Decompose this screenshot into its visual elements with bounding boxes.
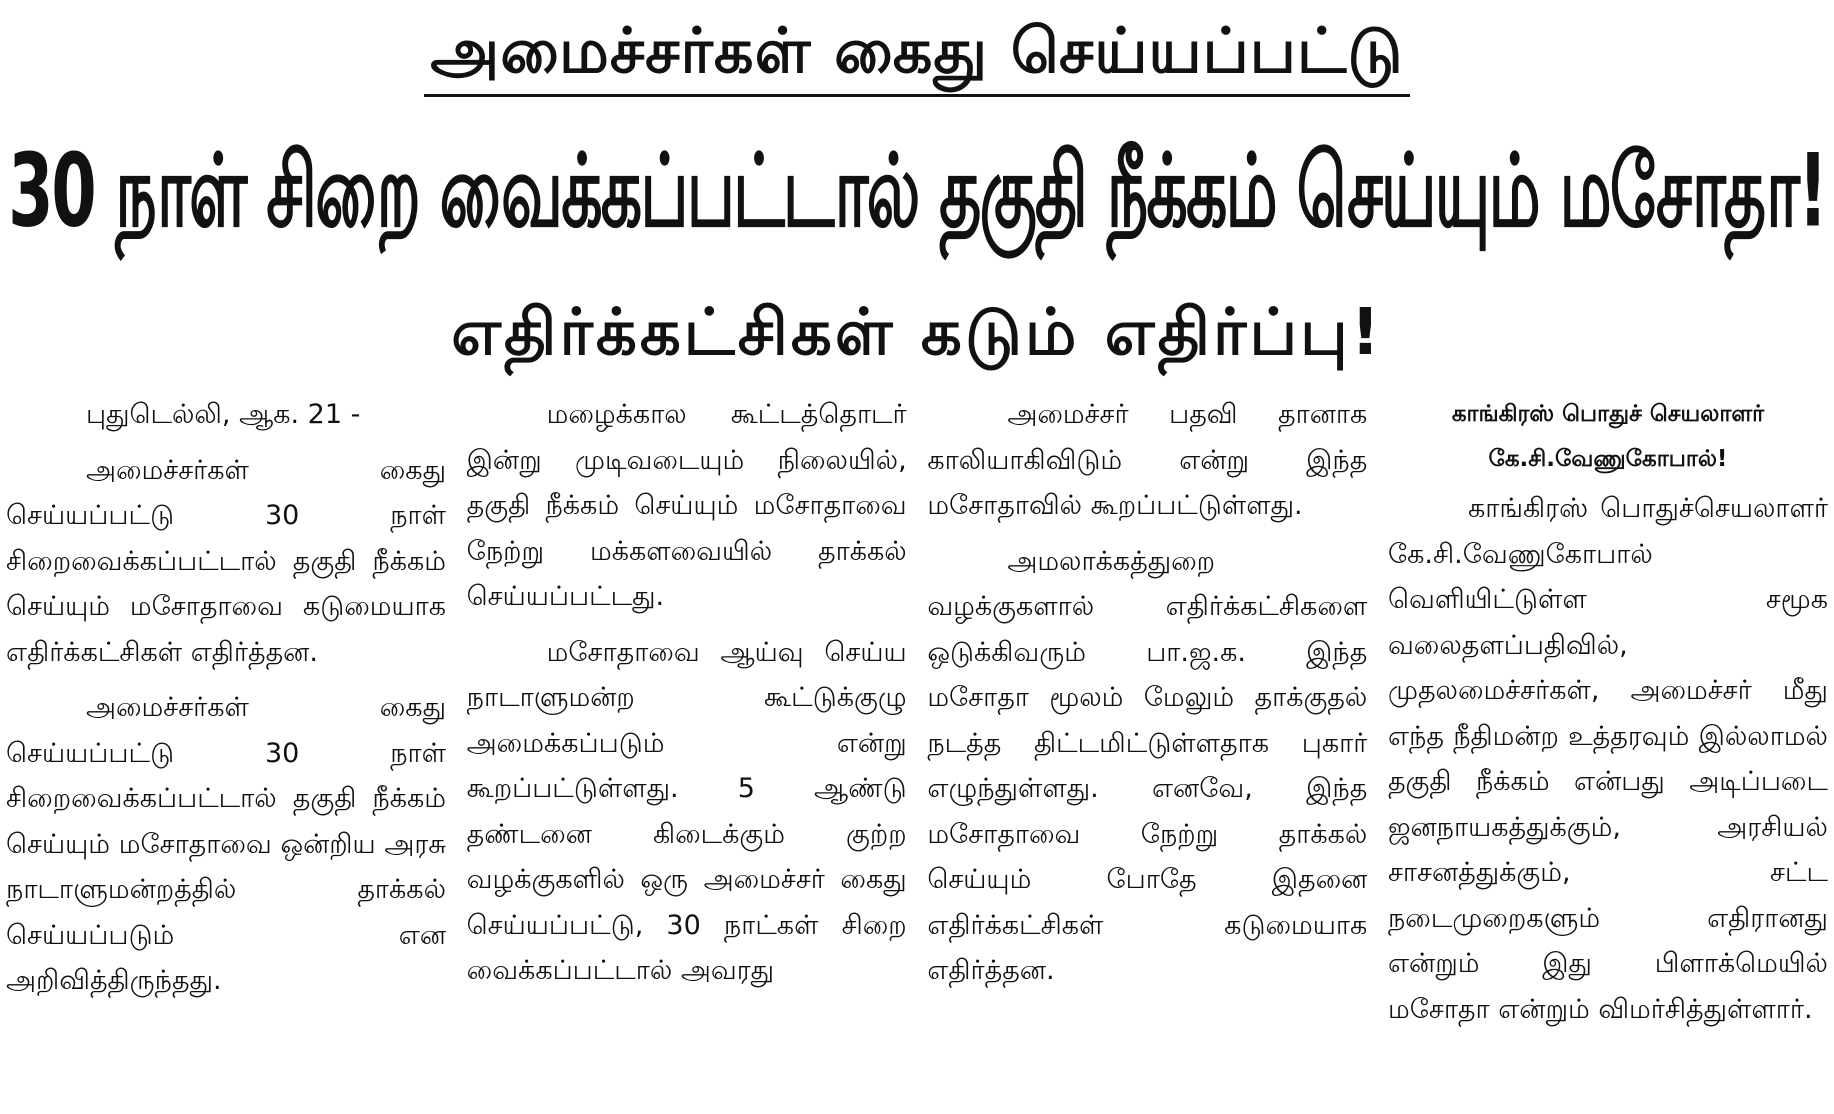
article-columns [6, 392, 1828, 1092]
body-paragraph: அமைச்சர் பதவி தானாக காலியாகிவிடும் என்று இந்த மசோதாவில் கூறப்பட்டுள்ளது. [927, 399, 1368, 521]
body-paragraph: அமலாக்கத்துறை வழக்குகளால் எதிர்க்கட்சிகளை ஒடுக்கிவரும் பா.ஜ.க. இந்த மசோதா மூலம் மேலும் தாக்குதல் நடத்த திட்டமிட்டுள்ளதாக புகார் எழுந்துள்ளது. எனவே, இந்த மசோதாவை நேற்று தாக்கல் செய்யும் போதே இதனை எதிர்க்கட்சிகள் கடுமையாக எதிர்த்தன. [927, 545, 1368, 986]
body-paragraph: அமைச்சர்கள் கைது செய்யப்பட்டு 30 நாள் சிறைவைக்கப்பட்டால் தகுதி நீக்கம் செய்யும் மசோதாவை கடுமையாக எதிர்க்கட்சிகள் எதிர்த்தன. [6, 454, 446, 668]
dateline: புதுடெல்லி, ஆக. 21 - [86, 399, 361, 430]
article-subheadline: எதிர்க்கட்சிகள் கடும் எதிர்ப்பு! [451, 296, 1383, 370]
article-headline: 30 நாள் சிறை வைக்கப்பட்டால் தகுதி நீக்கம் செய்யும் மசோதா! [8, 134, 1826, 251]
article-column-3 [927, 392, 1367, 1092]
sidebar-title-line-1: காங்கிரஸ் பொதுச் செயலாளர் [1451, 401, 1765, 427]
body-paragraph: மழைக்கால கூட்டத்தொடர் இன்று முடிவடையும் நிலையில், தகுதி நீக்கம் செய்யும் மசோதாவை நேற்று மக்களவையில் தாக்கல் செய்யப்பட்டது. [466, 399, 907, 612]
article-column-4 [1388, 392, 1828, 1092]
article-column-2 [467, 392, 907, 1092]
article-kicker: அமைச்சர்கள் கைது செய்யப்பட்டு [424, 8, 1409, 97]
article-column-1 [6, 392, 446, 1092]
body-paragraph: காங்கிரஸ் பொதுச்செயலாளர் கே.சி.வேணுகோபால் வெளியிட்டுள்ள சமூக வலைதளப்பதிவில், முதலமைச்சர்கள், அமைச்சர் மீது எந்த நீதிமன்ற உத்தரவும் இல்லாமல் தகுதி நீக்கம் என்பது அடிப்படை ஜனநாயகத்துக்கும், அரசியல் சாசனத்துக்கும், சட்ட நடைமுறைகளும் எதிரானது என்றும் இது பிளாக்மெயில் மசோதா என்றும் விமர்சித்துள்ளார். [1387, 493, 1828, 1025]
body-paragraph: மசோதாவை ஆய்வு செய்ய நாடாளுமன்ற கூட்டுக்குழு அமைக்கப்படும் என்று கூறப்பட்டுள்ளது. 5 ஆண்டு தண்டனை கிடைக்கும் குற்ற வழக்குகளில் ஒரு அமைச்சர் கைது செய்யப்பட்டு, 30 நாட்கள் சிறை வைக்கப்பட்டால் அவரது [466, 636, 907, 986]
sidebar-title-line-2: கே.சி.வேணுகோபால்! [1488, 446, 1728, 472]
body-paragraph: அமைச்சர்கள் கைது செய்யப்பட்டு 30 நாள் சிறைவைக்கப்பட்டால் தகுதி நீக்கம் செய்யும் மசோதாவை ஒன்றிய அரசு நாடாளுமன்றத்தில் தாக்கல் செய்யப்படும் என அறிவித்திருந்தது. [6, 692, 446, 996]
